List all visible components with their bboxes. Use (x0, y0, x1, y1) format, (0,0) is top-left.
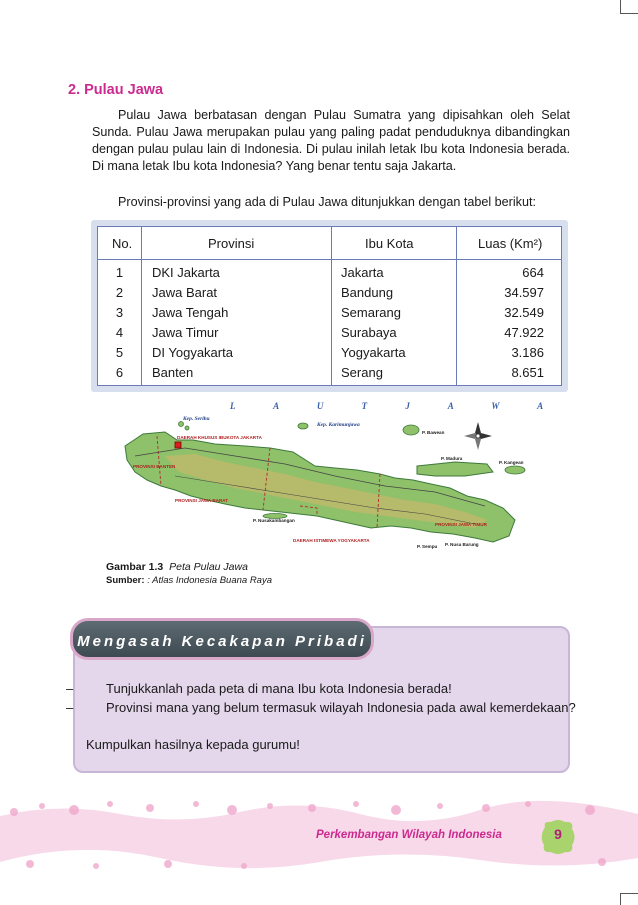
java-map (95, 396, 563, 558)
cell-ibukota: Bandung (341, 285, 394, 300)
cell-provinsi: Jawa Timur (152, 325, 219, 340)
cell-luas: 3.186 (511, 345, 544, 360)
table-row (98, 285, 561, 305)
activity-title: Mengasah Kecakapan Pribadi (70, 618, 374, 660)
paragraph-1 (92, 107, 570, 175)
cell-provinsi: DKI Jakarta (152, 265, 220, 280)
crop-mark-bottom-right (620, 893, 621, 905)
cell-luas: 664 (522, 265, 544, 280)
map-label-seribu: Kep. Seribu (183, 416, 210, 422)
cell-luas: 32.549 (504, 305, 544, 320)
paragraph-2 (92, 194, 570, 211)
table-row (98, 345, 561, 365)
province-table-frame (91, 220, 568, 392)
cell-provinsi: Banten (152, 365, 194, 380)
cell-luas: 8.651 (511, 365, 544, 380)
section-title: 2. Pulau Jawa (68, 82, 164, 98)
paragraph-2-text: Provinsi-provinsi yang ada di Pulau Jawa ditunjukkan dengan tabel berikut: (118, 195, 536, 209)
madura-island-shape (417, 462, 493, 476)
cell-provinsi: Jawa Tengah (152, 305, 229, 320)
map-label-jabar: PROVINSI JAWA BARAT (175, 498, 229, 503)
map-label-nusabarung: P. Nusa Barung (445, 542, 479, 547)
activity-closing: Kumpulkan hasilnya kepada gurumu! (86, 737, 300, 752)
cell-no: 4 (115, 325, 124, 340)
cell-ibukota: Semarang (341, 305, 401, 320)
cell-no: 2 (115, 285, 124, 300)
map-label-madura: P. Madura (441, 456, 463, 461)
map-label-kangean: P. Kangean (499, 460, 524, 465)
seribu-island-shape (185, 426, 189, 430)
caption-text: Peta Pulau Jawa (169, 561, 248, 573)
bawean-island-shape (403, 425, 419, 435)
map-label-bawean: P. Bawean (422, 430, 445, 435)
map-label-nusakambangan: P. Nusakambangan (253, 518, 295, 523)
activity-item (66, 699, 576, 716)
cell-luas: 47.922 (504, 325, 544, 340)
cell-ibukota: Yogyakarta (341, 345, 406, 360)
paragraph-1-text: Pulau Jawa berbatasan dengan Pulau Sumatra yang dipisahkan oleh Selat Sunda. Pulau Jawa merupakan pulau yang paling padat penduduknya dibandingkan dengan pulau pulau lain di Indonesia. Di pulau inilah letak Ibu kota Indonesia berada. Di mana letak Ibu kota Indonesia? Yang benar tentu saja Jakarta. (92, 108, 570, 173)
cell-no: 5 (115, 345, 124, 360)
figure-source (106, 575, 272, 586)
activity-item (66, 680, 576, 697)
karimunjawa-island-shape (298, 423, 308, 429)
dash-bullet: – (66, 681, 74, 696)
cell-provinsi: DI Yogyakarta (152, 345, 233, 360)
activity-item-text: Tunjukkanlah pada peta di mana Ibu kota Indonesia berada! (106, 681, 452, 696)
map-label-sempu: P. Sempu (417, 544, 438, 549)
caption-label: Gambar 1.3 (106, 561, 164, 573)
jakarta-marker (175, 442, 181, 448)
table-row (98, 365, 561, 385)
cell-ibukota: Jakarta (341, 265, 384, 280)
footer-title: Perkembangan Wilayah Indonesia (316, 829, 502, 841)
header-luas: Luas (Km²) (478, 236, 543, 251)
seribu-island-shape (179, 422, 184, 427)
page-number: 9 (554, 826, 562, 842)
cell-ibukota: Surabaya (341, 325, 397, 340)
header-ibukota: Ibu Kota (365, 236, 414, 251)
table-row (98, 265, 561, 285)
map-label-karimunjawa: Kep. Karimunjawa (317, 422, 360, 428)
map-label-banten: PROVINSI BANTEN (133, 464, 176, 469)
cell-ibukota: Serang (341, 365, 383, 380)
kangean-island-shape (505, 466, 525, 474)
source-label: Sumber: (106, 575, 145, 586)
map-label-jatim: PROVINSI JAWA TIMUR (435, 522, 487, 527)
cell-luas: 34.597 (504, 285, 544, 300)
crop-mark-top-right-h (620, 13, 638, 14)
table-header (98, 227, 561, 260)
cell-no: 6 (115, 365, 124, 380)
province-table (97, 226, 562, 386)
activity-item-text: Provinsi mana yang belum termasuk wilayah Indonesia pada awal kemerdekaan? (106, 700, 576, 715)
table-row (98, 305, 561, 325)
header-no: No. (112, 236, 133, 251)
cell-provinsi: Jawa Barat (152, 285, 218, 300)
header-provinsi: Provinsi (208, 236, 255, 251)
map-sea-label: L A U T J A W A (230, 401, 562, 411)
map-label-dki: DAERAH KHUSUS IBUKOTA JAKARTA (177, 435, 262, 440)
crop-mark-bottom-right-h (620, 893, 638, 894)
crop-mark-top-right (620, 0, 621, 14)
cell-no: 1 (115, 265, 124, 280)
figure-caption (106, 561, 248, 573)
dash-bullet: – (66, 700, 74, 715)
compass-rose-icon (464, 422, 492, 450)
table-row (98, 325, 561, 345)
source-text: : Atlas Indonesia Buana Raya (147, 575, 273, 586)
map-label-diy: DAERAH ISTIMEWA YOGYAKARTA (293, 538, 370, 543)
cell-no: 3 (115, 305, 124, 320)
